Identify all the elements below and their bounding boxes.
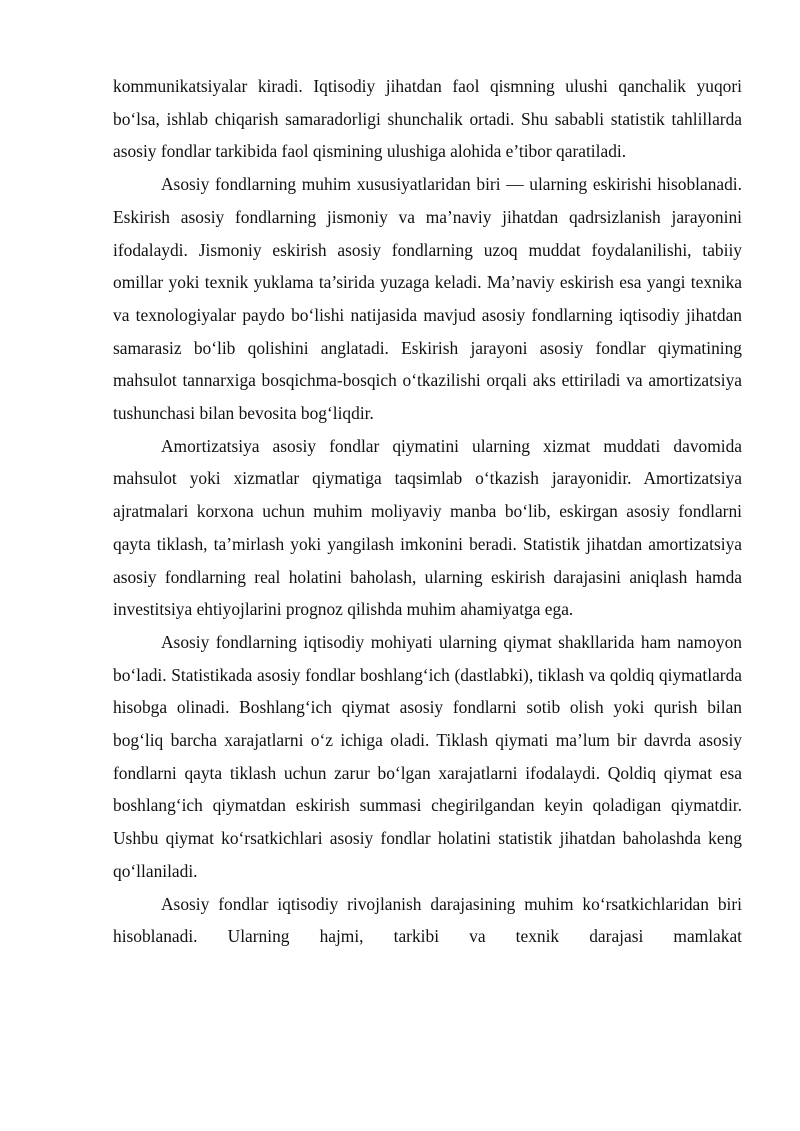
- paragraph-5: Asosiy fondlar iqtisodiy rivojlanish darajasining muhim ko‘rsatkichlaridan biri hisoblanadi. Ularning hajmi, tarkibi va texnik darajasi mamlakat: [113, 893, 742, 947]
- paragraph-2: Asosiy fondlarning muhim xususiyatlaridan biri — ularning eskirishi hisoblanadi. Eskirish asosiy fondlarning jismoniy va ma’naviy jihatdan qadrsizlanish jarayonini ifodalaydi. Jismoniy eskirish asosiy fondlarning uzoq muddat foydalanilishi, tabiiy omillar yoki texnik yuklama ta’sirida yuzaga keladi. Ma’naviy eskirish esa yangi texnika va texnologiyalar paydo bo‘lishi natijasida mavjud asosiy fondlarning iqtisodiy jihatdan samarasiz bo‘lib qolishini anglatadi. Eskirish jarayoni asosiy fondlar qiymatining mahsulot tannarxiga bosqichma-bosqich o‘tkazilishi orqali aks ettiriladi va amortizatsiya tushunchasi bilan bevosita bog‘liqdir.: [113, 174, 742, 424]
- paragraph-1: kommunikatsiyalar kiradi. Iqtisodiy jihatdan faol qismning ulushi qanchalik yuqori bo‘lsa, ishlab chiqarish samaradorligi shunchalik ortadi. Shu sababli statistik tahlillarda asosiy fondlar tarkibida faol qismining ulushiga alohida e’tibor qaratiladi.: [113, 76, 742, 162]
- paragraph-4: Asosiy fondlarning iqtisodiy mohiyati ularning qiymat shakllarida ham namoyon bo‘ladi. Statistikada asosiy fondlar boshlang‘ich (dastlabki), tiklash va qoldiq qiymatlarda hisobga olinadi. Boshlang‘ich qiymat asosiy fondlarni sotib olish yoki qurish bilan bog‘liq barcha xarajatlarni o‘z ichiga oladi. Tiklash qiymati ma’lum bir davrda asosiy fondlarni qayta tiklash uchun zarur bo‘lgan xarajatlarni ifodalaydi. Qoldiq qiymat esa boshlang‘ich qiymatdan eskirish summasi chegirilgandan keyin qoladigan qiymatdir. Ushbu qiymat ko‘rsatkichlari asosiy fondlar holatini statistik jihatdan baholashda keng qo‘llaniladi.: [113, 631, 742, 881]
- paragraph-3: Amortizatsiya asosiy fondlar qiymatini ularning xizmat muddati davomida mahsulot yoki xizmatlar qiymatiga taqsimlab o‘tkazish jarayonidir. Amortizatsiya ajratmalari korxona uchun muhim moliyaviy manba bo‘lib, eskirgan asosiy fondlarni qayta tiklash, ta’mirlash yoki yangilash imkonini beradi. Statistik jihatdan amortizatsiya asosiy fondlarning real holatini baholash, ularning eskirish darajasini aniqlash hamda investitsiya ehtiyojlarini prognoz qilishda muhim ahamiyatga ega.: [113, 435, 742, 620]
- document-page: [113, 70, 742, 953]
